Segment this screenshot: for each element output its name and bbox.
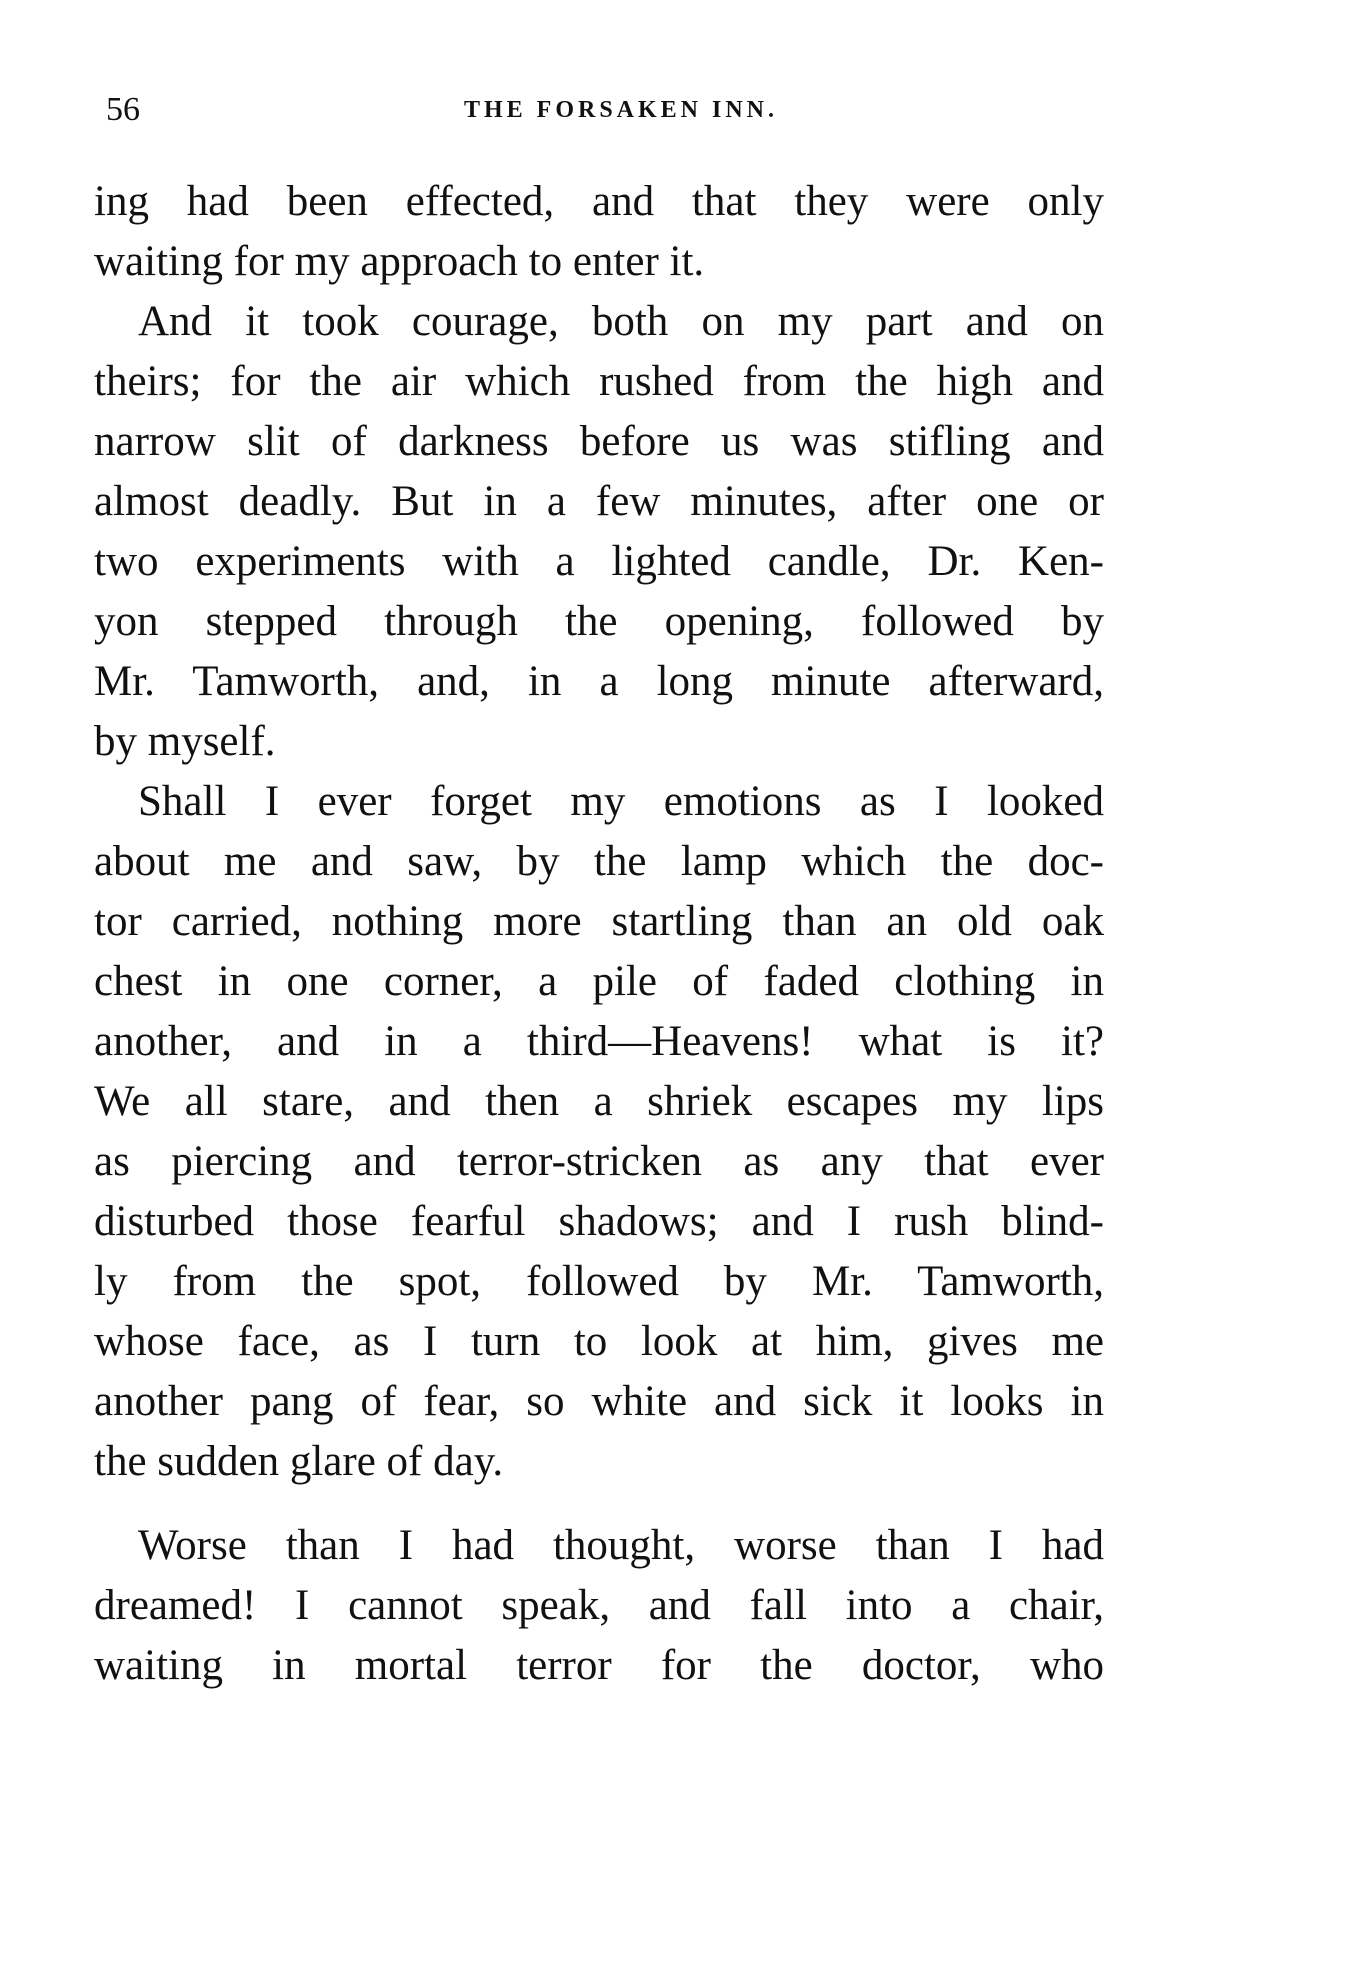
text-line: yon stepped through the opening, followed by <box>94 598 1104 645</box>
text-line: about me and saw, by the lamp which the doc- <box>94 838 1104 885</box>
text-line: waiting in mortal terror for the doctor, who <box>94 1642 1104 1689</box>
text-line: two experiments with a lighted candle, Dr. Ken- <box>94 538 1104 585</box>
text-line: tor carried, nothing more startling than an old oak <box>94 898 1104 945</box>
text-line: another, and in a third—Heavens! what is it? <box>94 1018 1104 1065</box>
text-line: We all stare, and then a shriek escapes my lips <box>94 1078 1104 1125</box>
text-line: waiting for my approach to enter it. <box>94 238 705 285</box>
text-line: by myself. <box>94 718 276 765</box>
page-number: 56 <box>106 91 140 128</box>
paragraph <box>94 1516 1104 1696</box>
paragraph-gap <box>94 1492 1104 1516</box>
text-line: And it took courage, both on my part and on <box>138 298 1104 345</box>
text-line: Mr. Tamworth, and, in a long minute afterward, <box>94 658 1104 705</box>
body-text <box>94 172 1104 1696</box>
paragraph <box>94 172 1104 292</box>
text-line: Worse than I had thought, worse than I had <box>138 1522 1104 1569</box>
running-head <box>96 90 1106 146</box>
text-line: the sudden glare of day. <box>94 1438 504 1485</box>
text-line: ly from the spot, followed by Mr. Tamworth, <box>94 1258 1104 1305</box>
text-line: narrow slit of darkness before us was stifling and <box>94 418 1104 465</box>
text-line: chest in one corner, a pile of faded clothing in <box>94 958 1104 1005</box>
text-line: whose face, as I turn to look at him, gives me <box>94 1318 1104 1365</box>
paragraph <box>94 292 1104 772</box>
text-line: as piercing and terror-stricken as any that ever <box>94 1138 1104 1185</box>
text-line: theirs; for the air which rushed from the high and <box>94 358 1104 405</box>
text-line: almost deadly. But in a few minutes, after one or <box>94 478 1104 525</box>
text-line: another pang of fear, so white and sick it looks in <box>94 1378 1104 1425</box>
text-line: ing had been effected, and that they were only <box>94 178 1104 225</box>
text-line: Shall I ever forget my emotions as I looked <box>138 778 1104 825</box>
paragraph <box>94 772 1104 1492</box>
running-title: THE FORSAKEN INN. <box>463 97 779 123</box>
text-line: dreamed! I cannot speak, and fall into a chair, <box>94 1582 1104 1629</box>
text-line: disturbed those fearful shadows; and I rush blind- <box>94 1198 1104 1245</box>
